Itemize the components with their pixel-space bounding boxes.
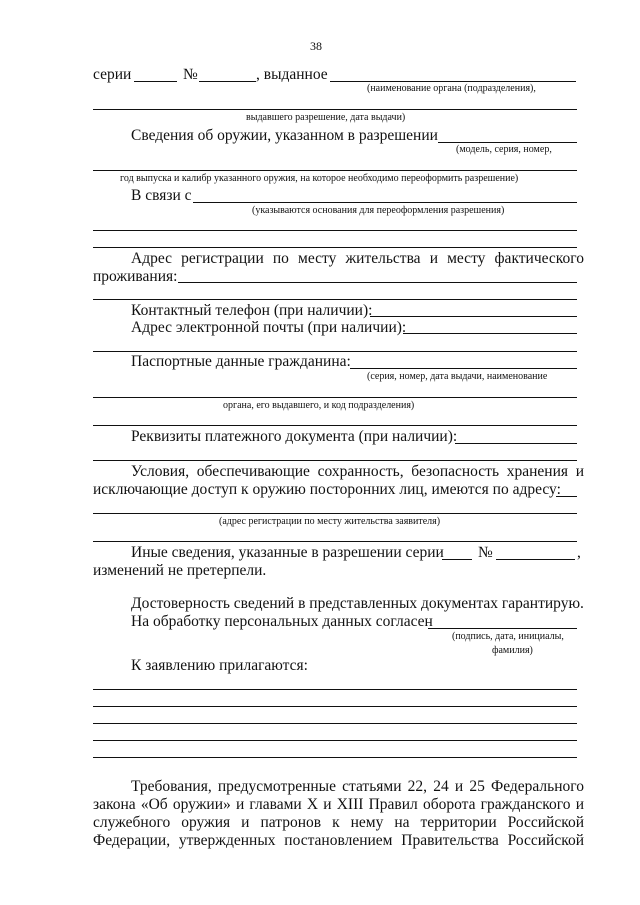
other-seria-field[interactable]: [442, 559, 472, 560]
caption-passport-2: органа, его выдавшего, и код подразделения): [223, 400, 415, 411]
other-info-c: ,: [577, 544, 581, 561]
email-label: Адрес электронной почты (при наличии):: [131, 319, 407, 336]
number-field[interactable]: [199, 81, 256, 82]
email-field-2[interactable]: [93, 351, 577, 352]
address-line-1: Адрес регистрации по месту жительства и месту фактического: [131, 250, 584, 267]
caption-weapon-model: (модель, серия, номер,: [456, 144, 552, 155]
issuer-field-2[interactable]: [93, 109, 577, 110]
issuer-field[interactable]: [330, 81, 576, 82]
caption-signature-2: фамилия): [492, 645, 533, 656]
other-info-line-2: изменений не претерпели.: [93, 562, 267, 579]
address-line-2: проживания:: [93, 268, 178, 285]
passport-field-2[interactable]: [93, 397, 577, 398]
requirements-line-1: Требования, предусмотренные статьями 22, 24 и 25 Федерального: [131, 778, 584, 795]
passport-field[interactable]: [350, 368, 577, 369]
consent-label: На обработку персональных данных согласен: [131, 613, 433, 630]
caption-reason: (указываются основания для переоформления разрешения): [252, 205, 505, 216]
passport-field-3[interactable]: [93, 425, 577, 426]
caption-issuer: (наименование органа (подразделения),: [367, 83, 536, 94]
requirements-line-4: Федерации, утвержденных постановлением Правительства Российской: [93, 832, 584, 849]
seria-field[interactable]: [134, 81, 177, 82]
conditions-line-2: исключающие доступ к оружию посторонних лиц, имеются по адресу:: [93, 481, 561, 498]
conditions-field[interactable]: [556, 496, 577, 497]
weapon-field[interactable]: [438, 142, 577, 143]
caption-issued-date: выдавшего разрешение, дата выдачи): [246, 112, 406, 123]
other-number-field[interactable]: [496, 559, 575, 560]
requirements-line-3: служебного оружия и патронов к нему на территории Российской: [93, 814, 584, 831]
issued-label: , выданное: [256, 66, 328, 83]
weapon-info-label: Сведения об оружии, указанном в разрешении: [131, 127, 438, 144]
guarantee-text: Достоверность сведений в представленных документах гарантирую.: [131, 595, 584, 612]
reason-field-2[interactable]: [93, 230, 577, 231]
seria-label: серии: [93, 66, 132, 83]
weapon-field-2[interactable]: [93, 170, 577, 171]
attachment-line-1[interactable]: [93, 689, 577, 690]
phone-field[interactable]: [370, 316, 577, 317]
conditions-line-1: Условия, обеспечивающие сохранность, безопасность хранения и: [131, 463, 584, 480]
reason-label: В связи с: [131, 187, 192, 204]
payment-field[interactable]: [455, 443, 577, 444]
passport-label: Паспортные данные гражданина:: [131, 353, 351, 370]
payment-field-2[interactable]: [93, 460, 577, 461]
requirements-line-2: закона «Об оружии» и главами X и XIII Правил оборота гражданского и: [93, 796, 584, 813]
number-label: №: [183, 66, 198, 83]
email-field[interactable]: [403, 333, 577, 334]
conditions-field-3[interactable]: [93, 541, 577, 542]
attachment-line-4[interactable]: [93, 740, 577, 741]
attachment-line-3[interactable]: [93, 723, 577, 724]
phone-label: Контактный телефон (при наличии):: [131, 302, 373, 319]
attachments-label: К заявлению прилагаются:: [131, 657, 308, 674]
caption-weapon-year: год выпуска и калибр указанного оружия, на которое необходимо переоформить разрешение): [120, 173, 519, 184]
payment-label: Реквизиты платежного документа (при наличии):: [131, 428, 458, 445]
signature-field[interactable]: [428, 628, 577, 629]
caption-reg-address: (адрес регистрации по месту жительства заявителя): [219, 516, 441, 527]
address-field[interactable]: [178, 282, 577, 283]
attachment-line-5[interactable]: [93, 757, 577, 758]
reason-field[interactable]: [193, 202, 577, 203]
reason-field-3[interactable]: [93, 247, 577, 248]
attachment-line-2[interactable]: [93, 706, 577, 707]
caption-passport-1: (серия, номер, дата выдачи, наименование: [367, 371, 548, 382]
address-field-2[interactable]: [93, 299, 577, 300]
other-number-label: №: [478, 544, 493, 561]
conditions-field-2[interactable]: [93, 513, 577, 514]
other-info-a: Иные сведения, указанные в разрешении серии: [131, 544, 444, 561]
caption-signature-1: (подпись, дата, инициалы,: [452, 631, 564, 642]
page-number: 38: [310, 39, 322, 53]
